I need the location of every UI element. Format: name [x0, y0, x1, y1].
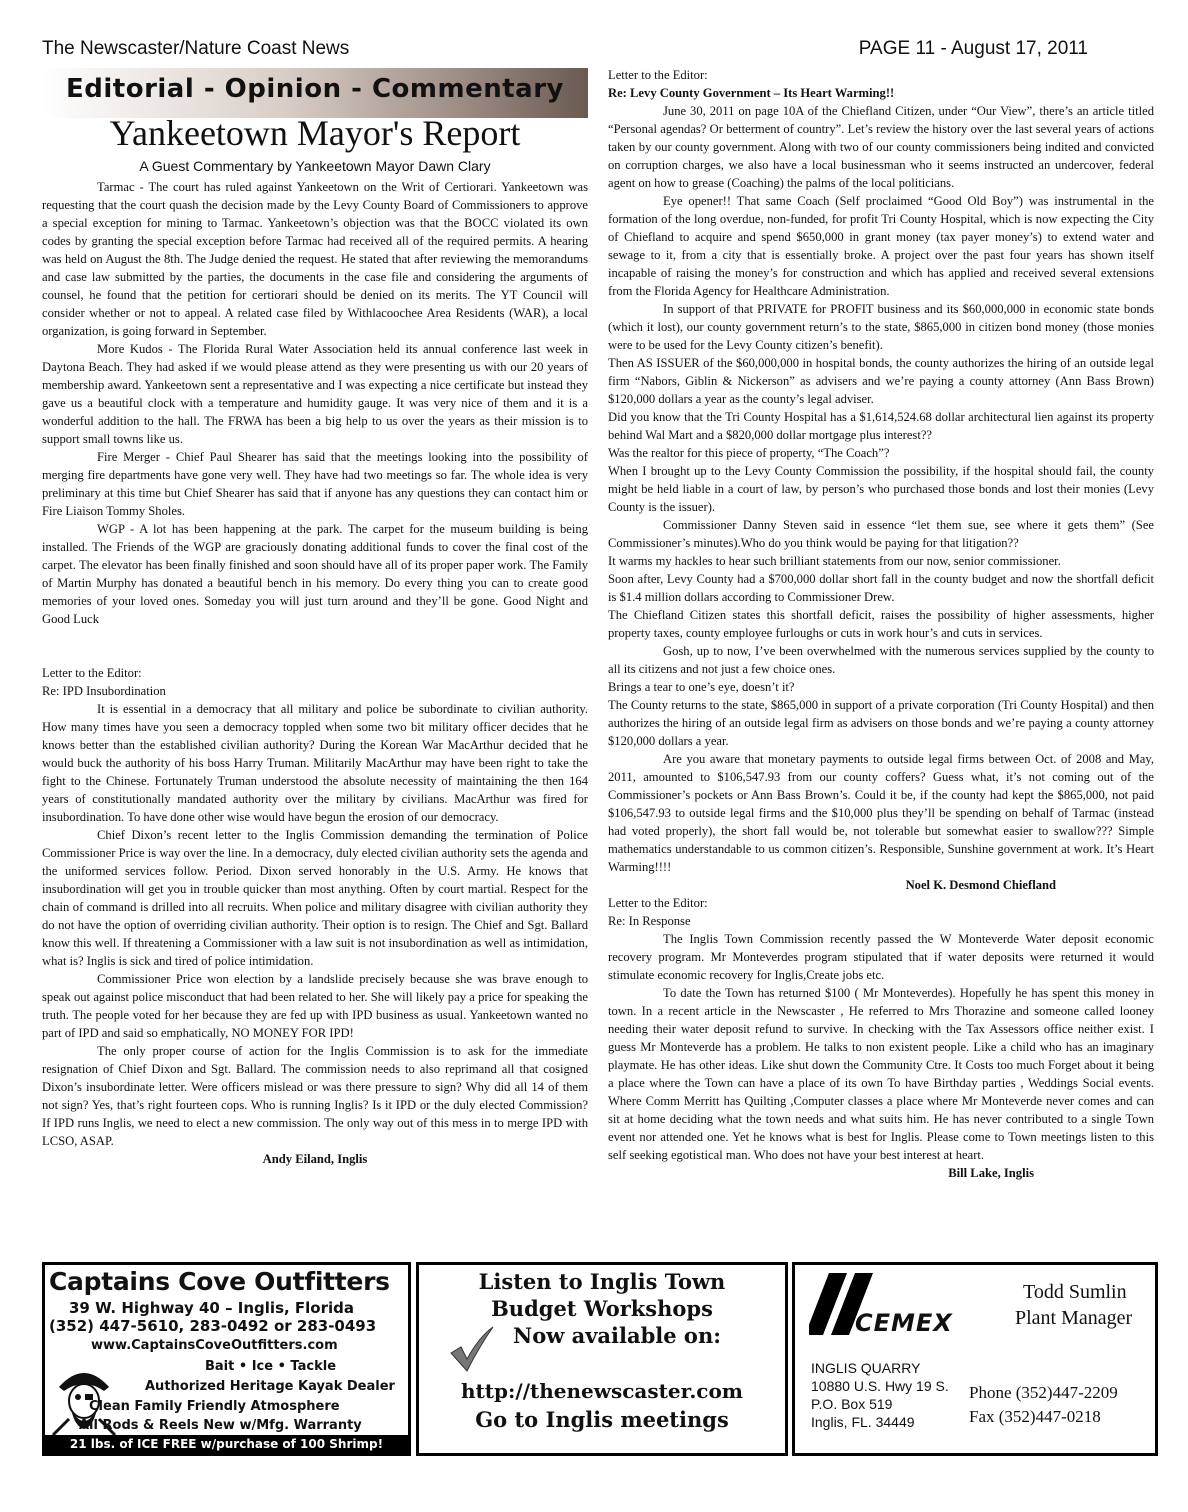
letter-signature: Noel K. Desmond Chiefland [905, 878, 1056, 892]
paragraph: Brings a tear to one’s eye, doesn’t it? [608, 680, 795, 694]
ad-line: Budget Workshops [491, 1296, 713, 1321]
paragraph: In support of that PRIVATE for PROFIT business and its $60,000,000 in economic state bonds (which it lost), our county government return’s to the state, $865,000 in citizen bond money (those monies were to be used for the Levy County citizen’s benefit). [608, 302, 1154, 352]
quarry-name: INGLIS QUARRY [811, 1360, 921, 1376]
paragraph: The Inglis Town Commission recently passed the W Monteverde Water deposit economic recovery program. Mr Monteverdes program stipulated that if water deposits were returned it would stimulate economic recovery for Inglis,Create jobs etc. [608, 932, 1154, 982]
ad-website: http://thenewscaster.com [461, 1379, 743, 1403]
paragraph: Did you know that the Tri County Hospital has a $1,614,524.68 dollar architectural lien against its property behind Wal Mart and a $820,000 dollar mortgage plus interest?? [608, 410, 1154, 442]
letter-subject: Re: Levy County Government – Its Heart Warming!! [608, 86, 895, 100]
letter-signature: Bill Lake, Inglis [948, 1166, 1034, 1180]
ad-address: 39 W. Highway 40 – Inglis, Florida [69, 1299, 355, 1317]
right-column [608, 66, 1154, 1182]
address-line: 10880 U.S. Hwy 19 S. [811, 1378, 949, 1394]
contact-name: Todd Sumlin [1023, 1281, 1127, 1303]
paragraph: More Kudos - The Florida Rural Water Association held its annual conference last week in Daytona Beach. They had asked if we would please attend as they were presenting us with our 20 years of membership award. Yankeetown sent a representative and I was expecting a nice certificate but instead they gave us a beautiful clock with a temperature and humidity gauge. It was very nice of them and it is a wonderful addition to the hall. The FRWA has been a big help to us over the years as their mission is to support small towns like us. [42, 342, 588, 446]
ad-line: Go to Inglis meetings [475, 1407, 729, 1432]
checkmark-icon [447, 1325, 497, 1375]
address-line: P.O. Box 519 [811, 1396, 893, 1412]
mayor-report-body [42, 178, 588, 1168]
fax-number: Fax (352)447-0218 [969, 1407, 1101, 1426]
ad-website: www.CaptainsCoveOutfitters.com [91, 1338, 338, 1353]
paragraph: The only proper course of action for the Inglis Commission is to ask for the immediate resignation of Chief Dixon and Sgt. Ballard. The commission needs to also reprimand all that cosigned Dixon’s insubordinate letter. Were officers mislead or was there pressure to sign? Why did all 14 of them not sign? Yes, that’s right fourteen cops. Who is running Inglis? Is it IPD or the duly elected Commission? If IPD runs Inglis, we need to elect a new commission. The only way out of this mess in to merge IPD with LCSO, ASAP. [42, 1044, 588, 1148]
cemex-logo-text: CEMEX [855, 1309, 953, 1337]
phone-number: Phone (352)447-2209 [969, 1383, 1118, 1402]
publication-name: The Newscaster/Nature Coast News [42, 38, 350, 59]
ad-line: All Rods & Reels New w/Mfg. Warranty [79, 1418, 362, 1433]
paragraph: Commissioner Price won election by a landslide precisely because she was brave enough to speak out against police misconduct that had been related to her. She will likely pay a price for speaking the truth. The people voted for her because they are fed up with IPD business as usual. Yankeetown wanted no part of IPD and said so emphatically, NO MONEY FOR IPD! [42, 972, 588, 1040]
paragraph: The Chiefland Citizen states this shortfall deficit, raises the possibility of higher assessments, higher property taxes, county employee furloughs or cuts in work hour’s and cuts in services. [608, 608, 1154, 640]
ad-line: Authorized Heritage Kayak Dealer [145, 1379, 395, 1394]
paragraph: Then AS ISSUER of the $60,000,000 in hospital bonds, the county authorizes the hiring of an outside legal firm “Nabors, Giblin & Nickerson” as advisers and we’re paying a county attorney (Ann Bass Brown) $120,000 dollars a year as the county’s legal adviser. [608, 356, 1154, 406]
page-date: PAGE 11 - August 17, 2011 [858, 38, 1088, 59]
ad-phone: (352) 447-5610, 283-0492 or 283-0493 [49, 1317, 377, 1335]
article-byline: A Guest Commentary by Yankeetown Mayor Dawn Clary [139, 158, 491, 174]
ad-footer-banner: 21 lbs. of ICE FREE w/purchase of 100 Shrimp! [45, 1435, 408, 1453]
paragraph: Eye opener!! That same Coach (Self proclaimed “Good Old Boy”) was instrumental in the formation of the long overdue, non-funded, for profit Tri County Hospital, which is now expecting the City of Chiefland to acquire and spend $650,000 in grant money (tax payer money’s) to extend water and sewage to it, from a city that is essentially broke. A project over the past four years has shown itself incapable of raising the money’s for construction and which has applied and received several extensions from the Florida Agency for Healthcare Administration. [608, 194, 1154, 298]
section-banner [42, 68, 588, 118]
paragraph: It warms my hackles to hear such brilliant statements from our now, senior commissioner. [608, 554, 1061, 568]
paragraph: Chief Dixon’s recent letter to the Inglis Commission demanding the termination of Police Commissioner Price is way over the line. In a democracy, duly elected civilian authority sets the agenda and the uniformed services follow. Period. Dixon served honorably in the U.S. Army. He knows that insubordination will get you in trouble quicker than most anything. Often by court martial. Respect for the chain of command is drilled into all recruits. When police and military disagree with civilian authority they do not have the option of overriding civilian authority. Their option is to resign. The Chief and Sgt. Ballard know this well. If threatening a Commissioner with a law suit is not insubordination as well as intimidation, what is? Inglis is sick and tired of police intimidation. [42, 828, 588, 968]
paragraph: Was the realtor for this piece of property, “The Coach”? [608, 446, 890, 460]
paragraph: Are you aware that monetary payments to outside legal firms between Oct. of 2008 and May, 2011, amounted to $106,547.93 from our county coffers? Guess what, it’s not coming out of the Commissioner’s pockets or Ann Bass Brown’s. Could it be, if the county had kept the $865,000, not paid $106,547.93 to outside legal firms and the $10,000 plus they’ll be spending on behalf of Tarmac (instead had voted properly), the short fall would be, not tolerable but somewhat easier to swallow??? Simple mathematics understandable to us common citizen’s. Responsible, Sunshine government at work. It’s Heart Warming!!!! [608, 752, 1154, 874]
letter-signature: Andy Eiland, Inglis [262, 1152, 368, 1166]
ad-business-name: Captains Cove Outfitters [49, 1267, 390, 1296]
paragraph: Soon after, Levy County had a $700,000 dollar short fall in the county budget and now the shortfall deficit is $1.4 million dollars according to Commissioner Drew. [608, 572, 1154, 604]
paragraph: Tarmac - The court has ruled against Yankeetown on the Writ of Certiorari. Yankeetown was requesting that the court quash the decision made by the Levy County Board of Commissioners to approve a special exception for mining to Tarmac. Yankeetown’s objection was that the BOCC violated its own codes by granting the special exception before Tarmac had received all of the required permits. A hearing was held on August the 8th. The Judge denied the request. He stated that after reviewing the memorandums and case law submitted by the parties, the documents in the case file and considering the arguments of counsel, he found that the petition for certiorari should be denied on its merits. The YT Council will consider whether or not to appeal. A related case filed by Withlacoochee Area Residents (WAR), a local organization, is going forward in September. [42, 180, 588, 338]
paragraph: Fire Merger - Chief Paul Shearer has said that the meetings looking into the possibility of merging fire departments have gone very well. They have had two meetings so far. The whole idea is very preliminary at this time but Chief Shearer has said that if anyone has any questions they can contact him or Fire Liaison Tommy Sholes. [42, 450, 588, 518]
paragraph: When I brought up to the Levy County Commission the possibility, if the hospital should fail, the county might be held liable in a court of law, by person’s who purchased those bonds and lost their monies (Levy County is the issuer). [608, 464, 1154, 514]
budget-workshops-ad [416, 1262, 788, 1456]
paragraph: WGP - A lot has been happening at the park. The carpet for the museum building is being installed. The Friends of the WGP are graciously donating additional funds to cover the final cost of the carpet. The elevator has been finally finished and soon should have all of its proper paper work. The Family of Martin Murphy has donated a beautiful bench in his memory. Do every thing you can to create good memories of your loved ones. Someday you will just turn around and they’ll be gone. Good Night and Good Luck [42, 522, 588, 626]
paragraph: Commissioner Danny Steven said in essence “let them sue, see where it gets them” (See Commissioner’s minutes).Who do you think would be paying for that litigation?? [608, 518, 1154, 550]
paragraph: Gosh, up to now, I’ve been overwhelmed with the numerous services supplied by the county to all its citizens and not just a few choice ones. [608, 644, 1154, 676]
levy-letter-body [608, 102, 1154, 876]
contact-role: Plant Manager [1015, 1307, 1133, 1329]
letter-subject: Re: In Response [608, 914, 691, 928]
address-line: Inglis, FL. 34449 [811, 1414, 915, 1430]
cemex-ad [792, 1262, 1158, 1456]
ad-line: Listen to Inglis Town [478, 1269, 726, 1294]
ad-line: Bait • Ice • Tackle [205, 1359, 337, 1374]
article-title: Yankeetown Mayor's Report [109, 113, 521, 153]
letter-salutation: Letter to the Editor: [42, 666, 142, 680]
ad-line: Now available on: [513, 1323, 721, 1348]
letter-subject: Re: IPD Insubordination [42, 684, 166, 698]
captains-cove-ad [42, 1262, 411, 1456]
letter-salutation: Letter to the Editor: [608, 68, 708, 82]
section-banner-text: Editorial - Opinion - Commentary [66, 74, 564, 104]
letter-salutation: Letter to the Editor: [608, 896, 708, 910]
paragraph: June 30, 2011 on page 10A of the Chiefland Citizen, under “Our View”, there’s an article titled “Personal agendas? Or betterment of country”. Let’s review the history over the last several years of actions taken by our county government. Along with two of our county commissioners being indited and convicted on corruption charges, we also have a local businessman who it seems instructed an undercover, federal agent on how to grease (Coaching) the palms of the local politicians. [608, 104, 1154, 190]
paragraph: The County returns to the state, $865,000 in support of a private corporation (Tri County Hospital) and then authorizes the hiring of an outside legal firm as advisers on those bonds and we’re paying a county attorney $120,000 dollars a year. [608, 698, 1154, 748]
paragraph: It is essential in a democracy that all military and police be subordinate to civilian authority. How many times have you seen a democracy toppled when some two bit military officer decides that he knows better than the established civilian authority? During the Korean War MacArthur decided that he would buck the authority of his boss Harry Truman. Militarily MacArthur may have been right to take the fight to the Chinese. Fortunately Truman understood the absolute necessity of maintaining the then 164 years of constitutionally mandated authority over the military by civilians. MacArthur was fired for insubordination. To have done other wise would have begun the erosion of our democracy. [42, 702, 588, 824]
paragraph: To date the Town has returned $100 ( Mr Monteverdes). Hopefully he has spent this money in town. In a recent article in the Newscaster , He referred to Mrs Thorazine and someone called looney needing their water deposit refund to survive. In checking with the Tax Assessors office neither exist. I guess Mr Monteverde has a problem. He talks to non existent people. Like a child who has an imaginary playmate. He has other ideas. Like shut down the Community Ctre. It Costs too much Forget about it being a place where the Town can have a place of its own To have Birthday parties , Weddings Social events. Where Comm Merritt has Quilting ,Computer classes a place where Mr Monteverde never comes and can sit at home deciding what the town needs and what suits him. He has never contributed to a single Town event nor attended one. Yet he knows what is best for Inglis. Please come to Town meetings listen to this self seeking egotistical man. Who does not have your best interest at heart. [608, 986, 1154, 1162]
ad-line: Clean Family Friendly Atmosphere [89, 1399, 340, 1414]
